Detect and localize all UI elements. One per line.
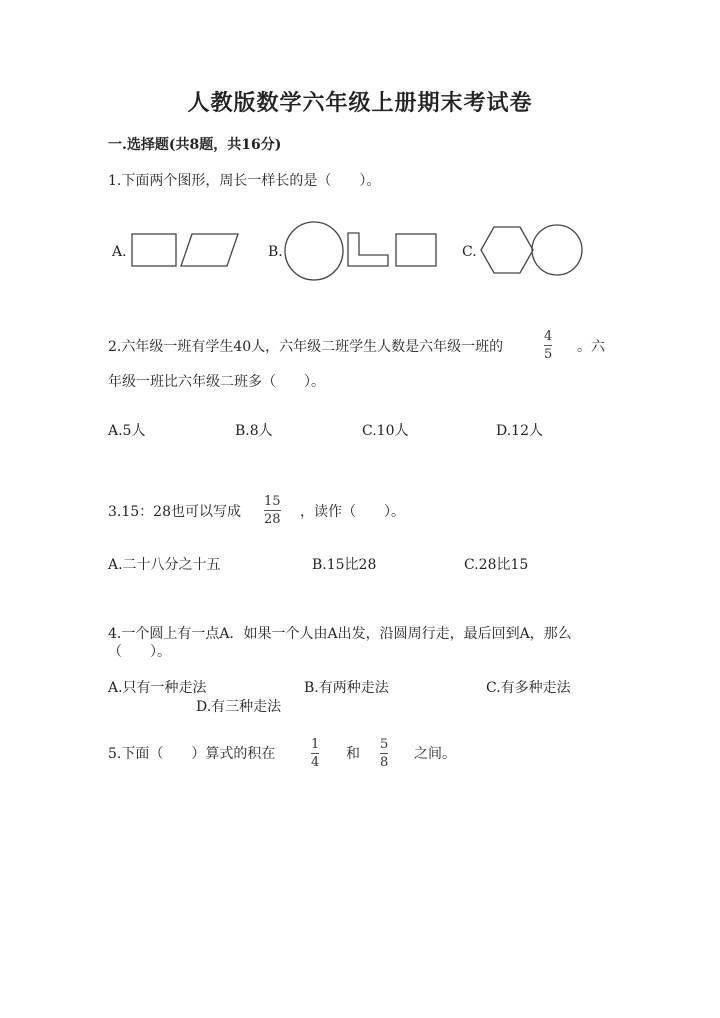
q5-fraction-1-numerator: 1 xyxy=(311,737,320,752)
q1-option-b-label: B. xyxy=(268,244,283,260)
q1-b-rectangle xyxy=(396,234,436,266)
q2-fraction-denominator: 5 xyxy=(544,347,553,362)
question-2-text-b: 。六 xyxy=(577,339,605,355)
page-title: 人教版数学六年级上册期末考试卷 xyxy=(187,90,533,116)
q2-option-b: B.8人 xyxy=(235,423,273,439)
question-3-text-a: 3.15：28也可以写成 xyxy=(108,504,241,520)
q2-option-c: C.10人 xyxy=(362,423,409,439)
q5-fraction-1-denominator: 4 xyxy=(311,755,320,770)
q3-option-a: A.二十八分之十五 xyxy=(108,557,221,573)
question-4-text-a: 4.一个圆上有一点A．如果一个人由A出发，沿圆周行走，最后回到A，那么 xyxy=(108,626,572,642)
q1-a-square xyxy=(132,234,176,266)
q1-option-c-label: C. xyxy=(462,244,477,260)
q3-fraction xyxy=(264,495,281,526)
q4-option-d: D.有三种走法 xyxy=(196,699,282,715)
q1-option-a-label: A. xyxy=(112,244,127,260)
q3-option-b: B.15比28 xyxy=(312,557,377,573)
q2-option-d: D.12人 xyxy=(496,423,543,439)
question-1-text: 1.下面两个图形，周长一样长的是（ ）。 xyxy=(108,173,381,189)
section-heading: 一.选择题(共8题，共16分) xyxy=(108,137,282,153)
q3-fraction-numerator: 15 xyxy=(264,494,281,509)
question-4-text-b: （ ）。 xyxy=(108,644,171,660)
q4-option-c: C.有多种走法 xyxy=(486,680,571,696)
q1-a-parallelogram xyxy=(181,234,238,266)
question-2-text-a: 2.六年级一班有学生40人，六年级二班学生人数是六年级一班的 xyxy=(108,339,504,355)
q4-option-a: A.只有一种走法 xyxy=(108,680,207,696)
q2-option-a: A.5人 xyxy=(108,423,146,439)
q2-fraction-numerator: 4 xyxy=(544,329,553,344)
question-5-text-a: 5.下面（ ）算式的积在 xyxy=(108,746,276,762)
q5-fraction-2-denominator: 8 xyxy=(380,755,389,770)
q5-fraction-2-numerator: 5 xyxy=(380,737,389,752)
question-2-text-c: 年级一班比六年级二班多（ ）。 xyxy=(108,374,325,390)
q2-fraction xyxy=(544,330,552,361)
q3-fraction-denominator: 28 xyxy=(264,512,281,527)
q5-fraction-2 xyxy=(380,738,388,769)
q1-c-hexagon xyxy=(481,227,533,273)
q1-b-circle xyxy=(285,222,343,280)
q5-fraction-1 xyxy=(311,738,319,769)
q4-option-b: B.有两种走法 xyxy=(304,680,389,696)
q1-b-l-shape xyxy=(348,233,388,266)
question-3-text-b: ，读作（ ）。 xyxy=(300,504,405,520)
q3-option-c: C.28比15 xyxy=(464,557,529,573)
question-5-text-b: 之间。 xyxy=(414,746,456,762)
question-5-text-and: 和 xyxy=(346,746,360,762)
q1-c-circle xyxy=(532,225,582,275)
